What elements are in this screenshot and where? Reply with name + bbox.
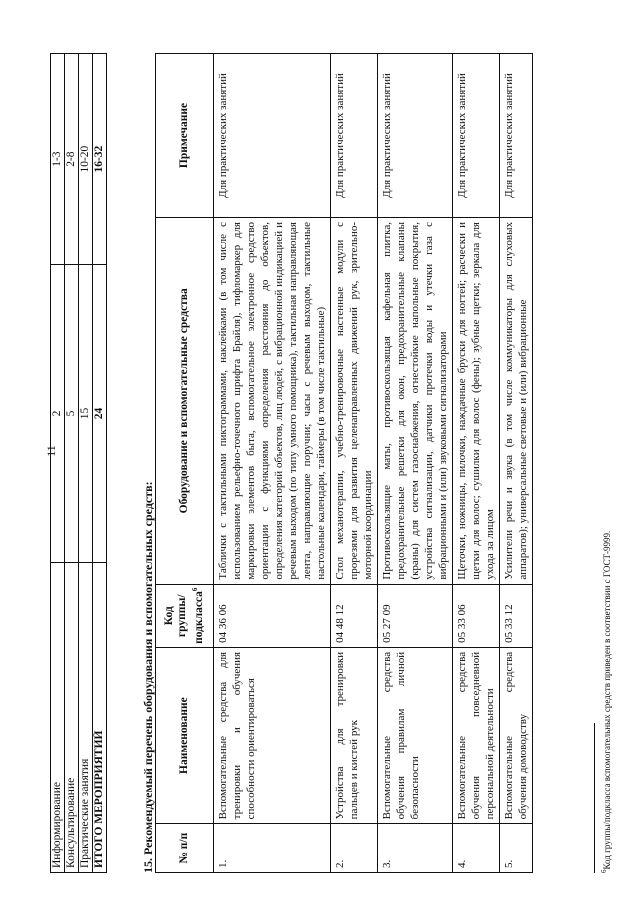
footnote xyxy=(600,531,612,873)
summary-name: Информирование xyxy=(51,562,65,872)
summary-name: ИТОГО МЕРОПРИЯТИЙ xyxy=(93,562,107,872)
row-num: 3. xyxy=(378,824,453,873)
header-name: Наименование xyxy=(156,647,214,823)
row-note: Для практических занятий xyxy=(331,54,378,218)
row-equipment: Усилители речи и звука (в том числе коммуникаторы для слуховых аппаратов); универсальные световые и (или) вибрационные xyxy=(500,218,533,585)
row-code: 05 33 06 xyxy=(453,584,500,647)
row-equipment: Противоскользящие маты, противоскользящая кафельная плитка, предохранительные решетки для окон, предохранительные клапаны (краны) для систем газоснабжения, огнестойкие напольные покрытия, устройства сигнализации, датчики протечки воды и утечки газа с вибрационными и (или) звуковыми сигнализаторами xyxy=(378,218,453,585)
summary-range: 10-20 xyxy=(79,54,93,265)
summary-total-row xyxy=(93,54,107,873)
row-code: 05 27 09 xyxy=(378,584,453,647)
row-equipment: Щеточки, ножницы, пилочки, наждачные бруски для ногтей; расчески и щетки для волос; сушилки для волос (фены); зубные щетки; зеркала для ухода за лицом xyxy=(453,218,500,585)
header-num: № п/п xyxy=(156,824,214,873)
header-code xyxy=(156,584,214,647)
summary-range: 2-8 xyxy=(65,54,79,265)
table-row xyxy=(214,54,331,873)
header-note: Примечание xyxy=(156,54,214,218)
equipment-table xyxy=(155,53,533,873)
summary-name: Консультирование xyxy=(65,562,79,872)
summary-range: 1-3 xyxy=(51,54,65,265)
table-row xyxy=(500,54,533,873)
summary-row xyxy=(79,54,93,873)
row-name: Вспомогательные средства обучения правилам личной безопасности xyxy=(378,647,453,823)
header-equipment: Оборудование и вспомогательные средства xyxy=(156,218,214,585)
table-row xyxy=(453,54,500,873)
page-number: 11 xyxy=(44,445,58,457)
row-name: Устройства для тренировки пальцев и кистей рук xyxy=(331,647,378,823)
summary-value: 5 xyxy=(65,265,79,562)
footnote-text: Код группы/подкласса вспомогательных средств приведен в соответствии с ГОСТ-9999. xyxy=(602,530,612,870)
summary-range: 16-32 xyxy=(93,54,107,265)
table-header-row xyxy=(156,54,214,873)
summary-table xyxy=(50,53,107,873)
row-name: Вспомогательные средства для тренировки и обучения способности ориентироваться xyxy=(214,647,331,823)
summary-name: Практические занятия xyxy=(79,562,93,872)
row-note: Для практических занятий xyxy=(500,54,533,218)
row-equipment: Таблички с тактильными пиктограммами, наклейками (в том числе с использованием рельефно-точечного шрифта Брайля), тифломаркер для маркировки элементов быта, вспомогательное электронное средство ориентации с функциями определения расстояния до объектов, определения категорий объектов, лиц людей, с вибрационной индикацией и речевым выходом (по типу умного помощника), тактильная направляющая лента, направляющие поручни; часы с речевым выходом, тактильные настольные календари, таймеры (в том числе тактильные) xyxy=(214,218,331,585)
row-code: 05 33 12 xyxy=(500,584,533,647)
header-code-text: Код группы/ подкласса xyxy=(163,591,205,644)
section-title: 15. Рекомендуемый перечень оборудования и вспомогательных средств: xyxy=(141,481,155,873)
summary-row xyxy=(51,54,65,873)
row-name: Вспомогательные средства обучения домоводству xyxy=(500,647,533,823)
summary-value: 15 xyxy=(79,265,93,562)
row-name: Вспомогательные средства обучения повседневной персональной деятельности xyxy=(453,647,500,823)
table-row xyxy=(331,54,378,873)
row-note: Для практических занятий xyxy=(214,54,331,218)
footnote-mark: 6 xyxy=(600,869,608,873)
row-num: 4. xyxy=(453,824,500,873)
summary-row xyxy=(65,54,79,873)
row-code: 04 48 12 xyxy=(331,584,378,647)
row-note: Для практических занятий xyxy=(453,54,500,218)
table-row xyxy=(378,54,453,873)
header-code-footnote-mark: 6 xyxy=(191,587,200,592)
row-num: 1. xyxy=(214,824,331,873)
summary-value: 24 xyxy=(93,265,107,562)
row-note: Для практических занятий xyxy=(378,54,453,218)
summary-value: 2 xyxy=(51,265,65,562)
row-num: 2. xyxy=(331,824,378,873)
row-code: 04 36 06 xyxy=(214,584,331,647)
row-num: 5. xyxy=(500,824,533,873)
row-equipment: Стол механотерапии, учебно-тренировочные настенные модули с прорезями для развития целенаправленных движений рук, зрительно-моторной координации xyxy=(331,218,378,585)
footnote-divider xyxy=(594,723,595,873)
